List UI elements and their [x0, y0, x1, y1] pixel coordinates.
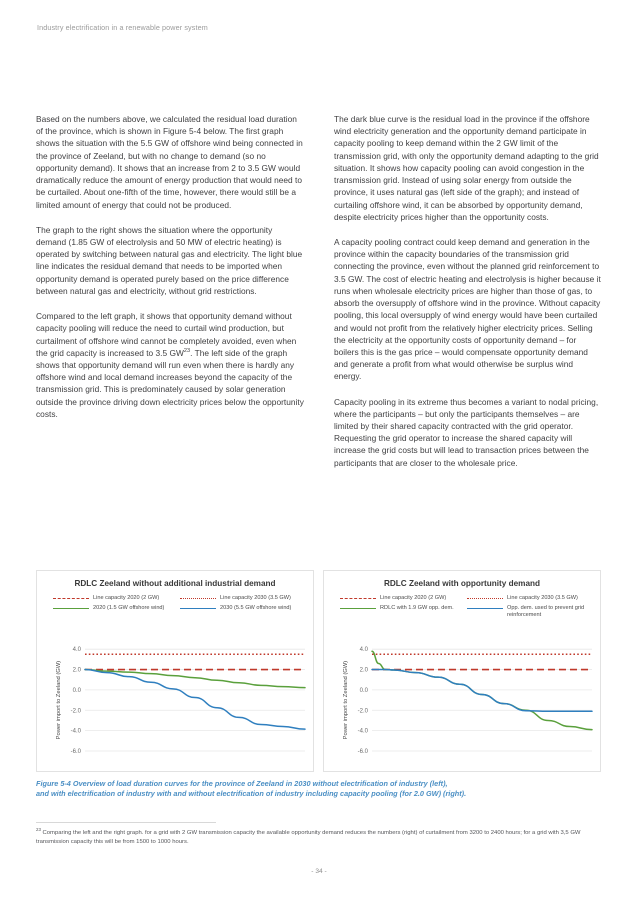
chart-y-tick-label: -4.0	[357, 728, 368, 735]
chart-legend	[340, 595, 594, 622]
chart-y-axis-label: Power import to Zeeland (GW)	[343, 660, 349, 740]
footnote-marker-23: 23	[183, 347, 191, 354]
figure-5-4	[36, 570, 602, 772]
legend-item	[467, 605, 594, 619]
chart-series-line	[85, 670, 305, 688]
legend-key-blue-icon	[180, 605, 216, 612]
chart-svg	[51, 631, 309, 761]
legend-item	[180, 605, 307, 612]
chart-y-tick-label: 2.0	[72, 667, 81, 674]
chart-y-axis-label: Power import to Zeeland (GW)	[56, 660, 62, 740]
footnote-number: 23	[36, 827, 41, 833]
legend-item	[340, 605, 467, 619]
chart-y-tick-label: 0.0	[359, 687, 368, 694]
footnote-text: Comparing the left and the right graph. for a grid with 2 GW transmission capacity the available opportunity demand reduces the numbers (right) of curtailment from 3200 to 2400 hours; for a grid with 3,5 GW transmission capacity this will be from 1500 to 1000 hours.	[36, 830, 581, 845]
legend-label: RDLC with 1.9 GW opp. dem.	[380, 605, 454, 612]
legend-item	[53, 605, 180, 612]
legend-label: Line capacity 2030 (3.5 GW)	[507, 595, 578, 601]
legend-item	[467, 595, 594, 602]
figure-caption-line2: and with electrification of industry with and without electrification of industry including capacity pooling (for 2.0 GW) (right).	[36, 789, 467, 799]
chart-y-tick-label: -4.0	[70, 728, 81, 735]
legend-key-dashed-red-icon	[53, 595, 89, 602]
legend-key-dotted-red-icon	[467, 595, 503, 602]
legend-item	[53, 595, 180, 602]
footnote-23	[36, 829, 602, 847]
chart-y-tick-label: 4.0	[72, 647, 81, 654]
chart-plot-area	[51, 631, 309, 761]
left-text-column	[36, 113, 304, 469]
legend-key-blue-icon	[467, 605, 503, 612]
chart-title: RDLC Zeeland with opportunity demand	[383, 579, 540, 588]
legend-key-dashed-red-icon	[340, 595, 376, 602]
left-paragraph-3-part2: . The left side of the graph shows that opportunity demand will run even when there is hardly any offshore wind and local demand increases beyond the capacity of the transmission grid. This is predominately caused by solar generation outside the province driving down electricity prices below the opportunity costs.	[36, 347, 304, 419]
chart-y-tick-label: -2.0	[357, 708, 368, 715]
right-paragraph-3: Capacity pooling in its extreme thus becomes a variant to nodal pricing, where the participants – but only the participants themselves – are limited by their shared capacity contracted with the grid operator. Requesting the grid operator to increase the shared capacity will increase the grid costs but will lead to transaction prices between the participants that are closer to the wholesale price.	[334, 396, 599, 468]
legend-key-dotted-red-icon	[180, 595, 216, 602]
chart-right-rdlc-with-opportunity-demand	[323, 570, 601, 772]
chart-legend	[53, 595, 307, 615]
figure-caption-line1: Figure 5-4 Overview of load duration curves for the province of Zeeland in 2030 without electrification of industry (left),	[36, 779, 448, 788]
chart-series-line	[372, 670, 592, 712]
right-text-column	[334, 113, 602, 469]
legend-item	[340, 595, 467, 602]
chart-y-tick-label: -2.0	[70, 708, 81, 715]
chart-plot-area	[338, 631, 596, 761]
chart-y-tick-label: -6.0	[70, 749, 81, 755]
legend-key-green-icon	[53, 605, 89, 612]
chart-series-line	[372, 651, 592, 729]
right-paragraph-2: A capacity pooling contract could keep demand and generation in the province within the capacity boundaries of the transmission grid connecting the province, even without the planned grid reinforcement to 3.5 GW. The cost of electric heating and electrolysis is higher because it runs when wholesale electricity prices are higher than those of gas, to absorb the oversupply of offshore wind in the province. Without capacity pooling, this local oversupply of wind energy would have been curtailed and would not profit from the relatively higher electricity prices. Selling the electricity at the opportunity costs of opportunity demand – for boilers this is the gas price – would compensate opportunity demand and generate a profit from what would otherwise be surplus wind energy.	[334, 236, 601, 382]
chart-series-line	[85, 670, 305, 730]
left-paragraph-1: Based on the numbers above, we calculated the residual load duration of the province, which is shown in Figure 5-4 below. The first graph shows the situation with the 5.5 GW of offshore wind being connected in the province of Zeeland, but with no change to demand (so no opportunity demand). It shows that an increase from 2 to 3.5 GW would dramatically reduce the amount of energy production that would need to be curtailed. About one-fifth of the time, however, there would still be a limited amount of energy that could not be produced.	[36, 114, 303, 210]
right-paragraph-1: The dark blue curve is the residual load in the province if the offshore wind electricity generation and the opportunity demand participate in capacity pooling to keep demand within the 2 GW limit of the transmission grid, with only the opportunity demand adapting to the grid situation. It shows how capacity pooling can avoid congestion in the transmission grid. Instead of using solar energy from outside the province, it uses natural gas (left side of the graph); and instead of curtailing offshore wind, it can be absorbed by opportunity demand, despite electricity prices higher than the opportunity costs.	[334, 114, 599, 222]
legend-label: Line capacity 2030 (3.5 GW)	[220, 595, 291, 601]
figure-caption	[36, 779, 602, 800]
page-number: - 34 -	[311, 868, 327, 875]
legend-key-green-icon	[340, 605, 376, 612]
legend-label: 2020 (1.5 GW offshore wind)	[93, 605, 165, 612]
left-paragraph-3-part1: Compared to the left graph, it shows that opportunity demand without capacity pooling will reduce the need to curtail wind production, but curtailment of offshore wind cannot be completely avoided, even when the grid capacity is increased to 3.5 GW	[36, 311, 297, 358]
left-paragraph-3	[36, 310, 304, 420]
chart-title: RDLC Zeeland without additional industrial demand	[74, 579, 276, 588]
body-columns	[36, 113, 602, 469]
left-paragraph-2: The graph to the right shows the situation where the opportunity demand (1.85 GW of electrolysis and 50 MW of electric heating) is operated by switching between natural gas and electricity. The light blue line indicates the residual demand that needs to be imported when opportunity demand is operated purely based on the price difference between natural gas and electricity, without grid restrictions.	[36, 224, 303, 296]
chart-y-tick-label: -6.0	[357, 749, 368, 755]
legend-label: Line capacity 2020 (2 GW)	[93, 595, 160, 601]
running-head: Industry electrification in a renewable power system	[37, 23, 208, 32]
chart-svg	[338, 631, 596, 761]
chart-y-tick-label: 4.0	[359, 647, 368, 654]
footnote-separator	[36, 822, 216, 823]
chart-y-tick-label: 0.0	[72, 687, 81, 694]
legend-item	[180, 595, 307, 602]
chart-y-tick-label: 2.0	[359, 667, 368, 674]
legend-label: 2030 (5.5 GW offshore wind)	[220, 605, 292, 612]
legend-label: Opp. dem. used to prevent grid reinforcement	[507, 605, 585, 619]
legend-label: Line capacity 2020 (2 GW)	[380, 595, 447, 601]
chart-left-rdlc-without-industrial-demand	[36, 570, 314, 772]
